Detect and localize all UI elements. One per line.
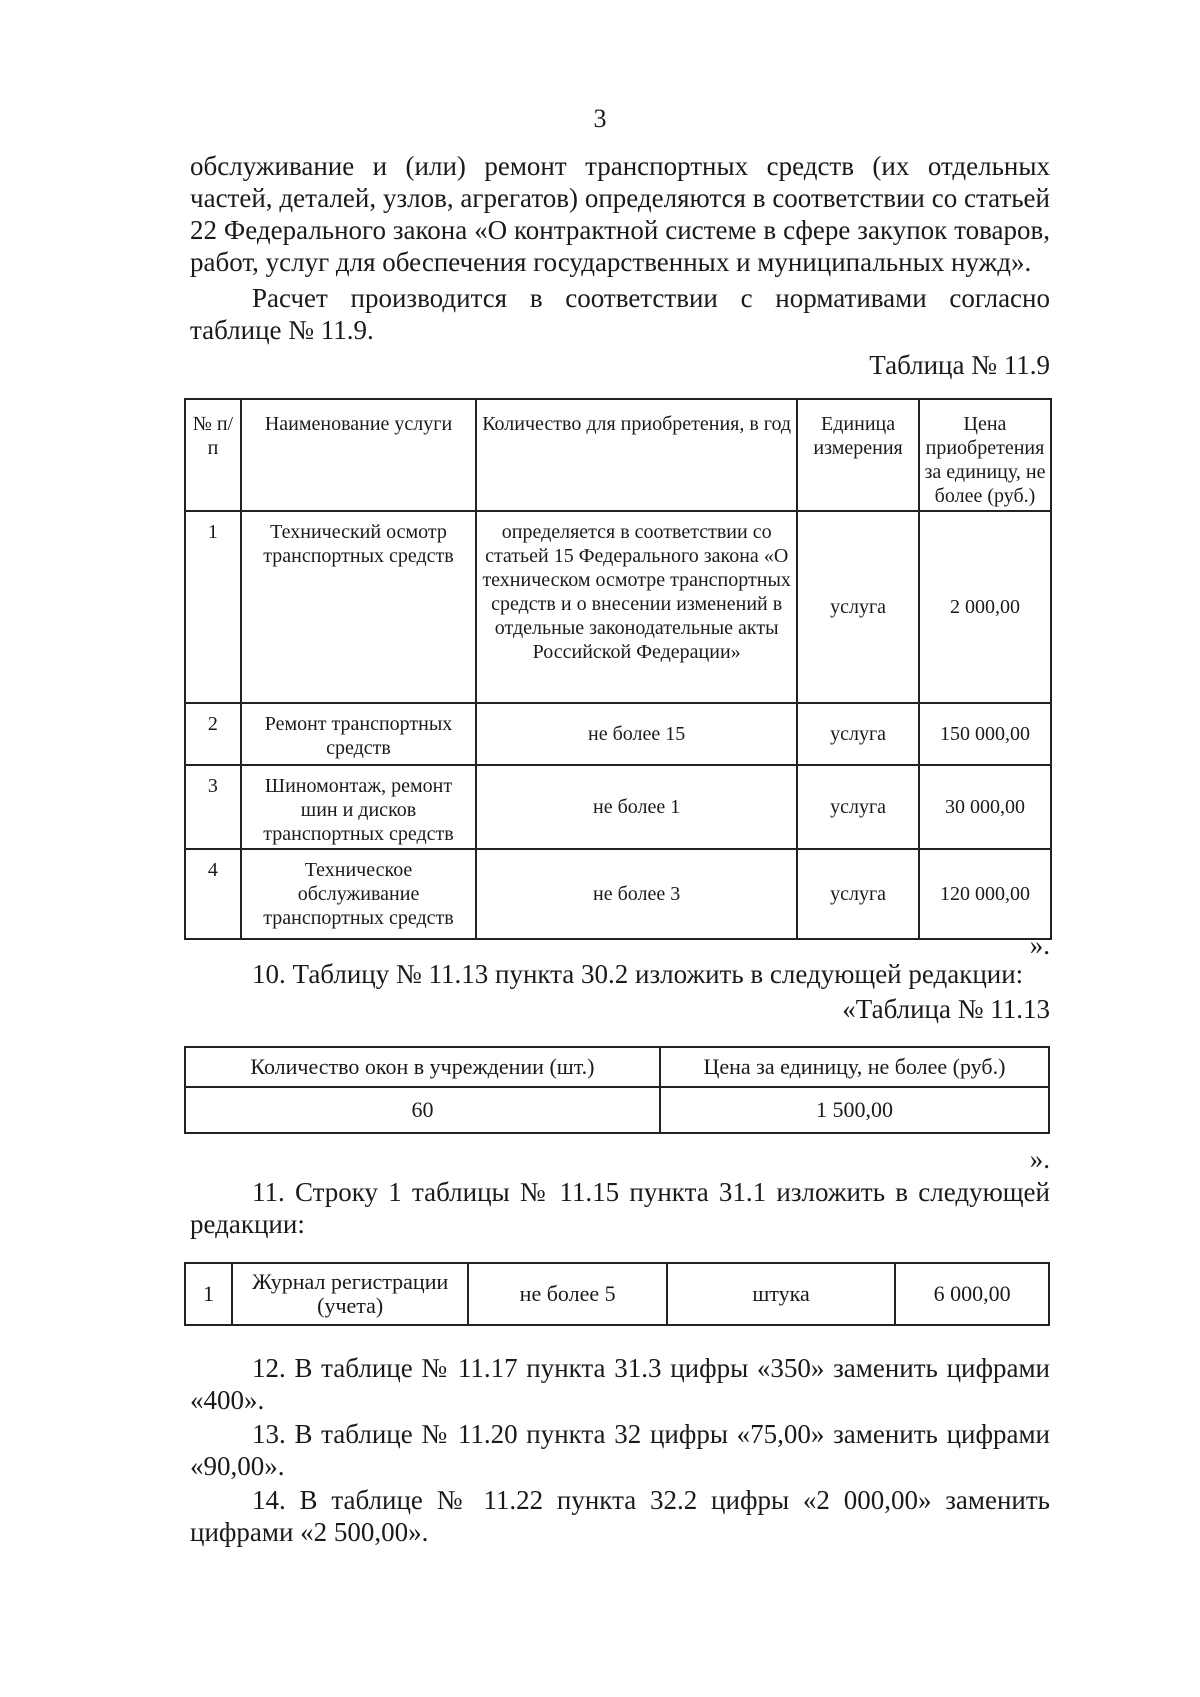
header-number: № п/п: [185, 399, 241, 511]
row-number: 4: [185, 849, 241, 939]
table-row: [185, 765, 1051, 849]
service-name: Ремонт транспортных средств: [241, 703, 476, 765]
item-price: 6 000,00: [895, 1263, 1049, 1325]
table-11-15-row-1: [184, 1262, 1050, 1326]
row-number: 3: [185, 765, 241, 849]
item-name: Журнал регистрации (учета): [232, 1263, 469, 1325]
paragraph-item-12: 12. В таблице № 11.17 пункта 31.3 цифры «350» заменить цифрами «400».: [190, 1353, 1050, 1415]
service-name: Техническое обслуживание транспортных средств: [241, 849, 476, 939]
service-price: 30 000,00: [919, 765, 1051, 849]
header-unit-price: Цена за единицу, не более (руб.): [660, 1047, 1049, 1087]
header-quantity: Количество для приобретения, в год: [476, 399, 797, 511]
paragraph-item-11: 11. Строку 1 таблицы № 11.15 пункта 31.1 изложить в следующей редакции:: [190, 1177, 1050, 1239]
table-11-9-caption: Таблица № 11.9: [869, 350, 1050, 380]
row-number: 1: [185, 1263, 232, 1325]
header-unit: Единица измерения: [797, 399, 919, 511]
item-quantity: не более 5: [468, 1263, 666, 1325]
service-price: 150 000,00: [919, 703, 1051, 765]
service-quantity: не более 15: [476, 703, 797, 765]
service-name: Технический осмотр транспортных средств: [241, 511, 476, 703]
paragraph-item-10: 10. Таблицу № 11.13 пункта 30.2 изложить в следующей редакции:: [252, 959, 1024, 989]
table-11-13: [184, 1046, 1050, 1134]
windows-count-value: 60: [185, 1087, 660, 1133]
closing-quote-2: ».: [1029, 1144, 1050, 1174]
service-unit: услуга: [797, 511, 919, 703]
page-number: 3: [593, 104, 607, 133]
header-price: Цена приобретения за единицу, не более (руб.): [919, 399, 1051, 511]
header-service-name: Наименование услуги: [241, 399, 476, 511]
table-row: [185, 1087, 1049, 1133]
service-quantity: не более 3: [476, 849, 797, 939]
table-header-row: [185, 399, 1051, 511]
row-number: 2: [185, 703, 241, 765]
header-windows-count: Количество окон в учреждении (шт.): [185, 1047, 660, 1087]
row-number: 1: [185, 511, 241, 703]
table-11-13-caption: «Таблица № 11.13: [842, 994, 1050, 1024]
paragraph-calculation: Расчет производится в соответствии с нормативами согласно таблице № 11.9.: [190, 283, 1050, 345]
table-header-row: [185, 1047, 1049, 1087]
service-unit: услуга: [797, 703, 919, 765]
closing-quote-1: ».: [1029, 930, 1050, 960]
paragraph-item-13: 13. В таблице № 11.20 пункта 32 цифры «75,00» заменить цифрами «90,00».: [190, 1419, 1050, 1481]
table-row: [185, 511, 1051, 703]
paragraph-item-14: 14. В таблице № 11.22 пункта 32.2 цифры «2 000,00» заменить цифрами «2 500,00».: [190, 1485, 1050, 1547]
table-row: [185, 849, 1051, 939]
service-price: 2 000,00: [919, 511, 1051, 703]
item-unit: штука: [667, 1263, 895, 1325]
table-11-9: [184, 398, 1052, 940]
unit-price-value: 1 500,00: [660, 1087, 1049, 1133]
table-row: [185, 1263, 1049, 1325]
table-row: [185, 703, 1051, 765]
paragraph-continuation: обслуживание и (или) ремонт транспортных средств (их отдельных частей, деталей, узлов, агрегатов) определяются в соответствии со статьей 22 Федерального закона «О контрактной системе в сфере закупок товаров, работ, услуг для обеспечения государственных и муниципальных нужд».: [190, 151, 1050, 277]
service-unit: услуга: [797, 765, 919, 849]
service-price: 120 000,00: [919, 849, 1051, 939]
service-name: Шиномонтаж, ремонт шин и дисков транспортных средств: [241, 765, 476, 849]
service-quantity: не более 1: [476, 765, 797, 849]
service-quantity: определяется в соответствии со статьей 15 Федерального закона «О техническом осмотре транспортных средств и о внесении изменений в отдельные законодательные акты Российской Федерации»: [476, 511, 797, 703]
service-unit: услуга: [797, 849, 919, 939]
